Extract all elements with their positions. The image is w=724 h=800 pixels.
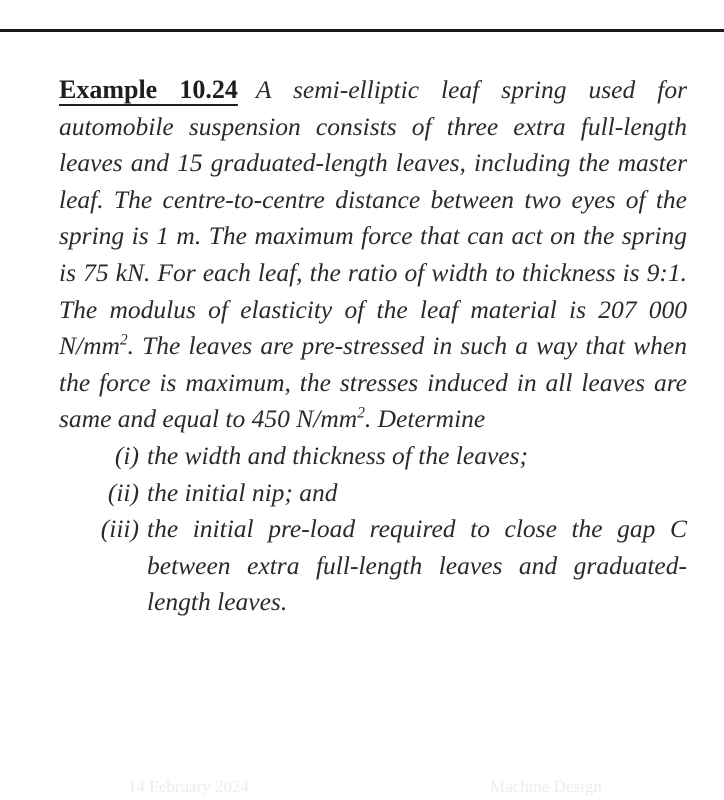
example-label: Example 10.24 [59,75,238,104]
text-line: A semi-elliptic leaf spring used [255,75,636,104]
text-line: 207 000 N/mm [59,294,687,361]
example-block [59,72,687,621]
footer-date: 14 February 2024 [128,777,249,796]
text-line: induced in all leaves are same and equal to 450 [59,367,688,434]
superscript: 2 [357,404,365,422]
list-item [59,475,687,512]
text-line: maximum force that can act on the spring is 75 kN. [59,221,688,287]
text-line: The modulus of elasticity of the leaf material is [59,294,587,324]
list-item [59,438,687,475]
text-line: For each leaf, the ratio of width to thickness is 9:1. [157,257,687,287]
text-line: distance between two eyes of the spring is 1 m. The [59,184,688,251]
question-list [59,438,687,621]
list-marker: (i) [114,440,139,470]
text-line: . The leaves are pre-stressed in such [127,331,508,361]
problem-statement [59,72,687,438]
text-line: for automobile suspension consists of three extra [59,75,687,141]
list-item-text: the initial pre-load required to close the gap C between extra full-length leaves and graduated-length leaves. [147,514,687,617]
text-line: a way that when the force is maximum, the stresses [59,331,687,397]
list-item [59,511,687,621]
text-line: . Determine [364,404,486,434]
list-marker: (ii) [107,477,139,507]
top-rule [0,29,724,32]
list-marker: (iii) [100,514,139,544]
text-line: including the master leaf. The centre-to-centre [59,148,688,214]
list-item-text: the initial nip; and [147,477,338,507]
text-line: full-length leaves and 15 graduated-length leaves, [59,111,687,178]
superscript: 2 [119,331,128,349]
list-item-text: the width and thickness of the leaves; [147,440,528,470]
footer-title: Machine Design [490,777,602,796]
text-line: N/mm [296,404,358,434]
